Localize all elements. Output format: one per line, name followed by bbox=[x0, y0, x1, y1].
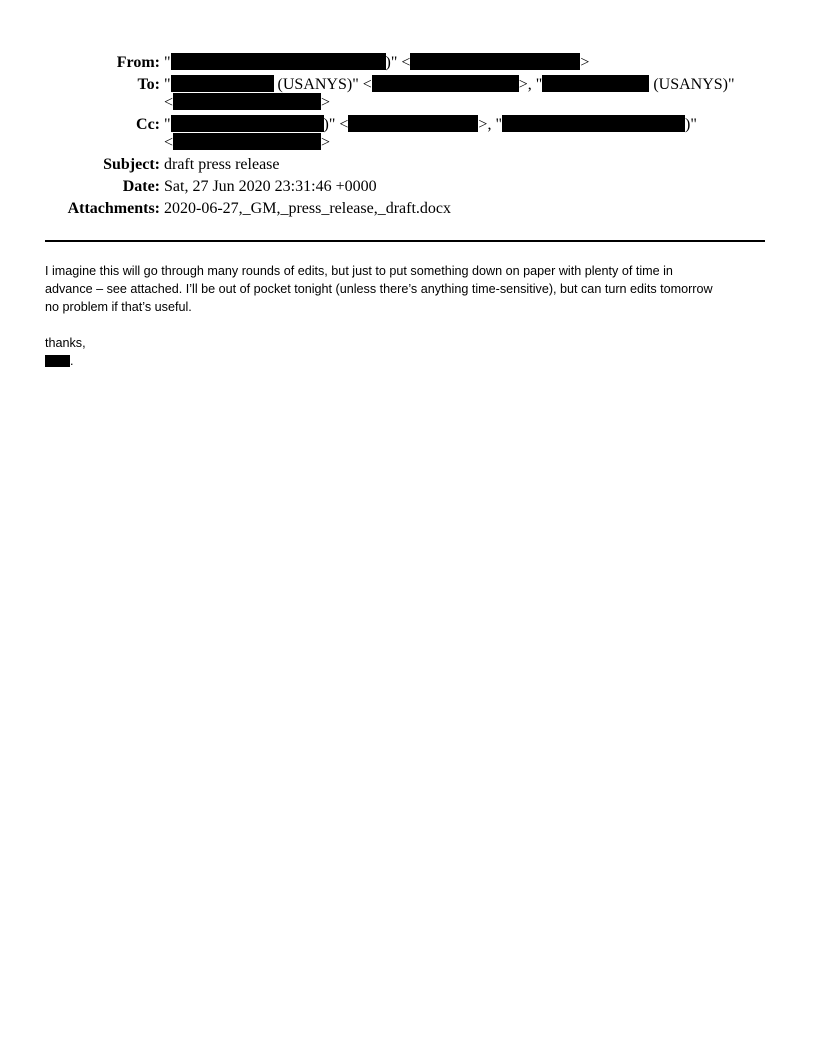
redaction-box bbox=[410, 53, 580, 70]
from-label: From: bbox=[116, 54, 160, 71]
redaction-box bbox=[171, 115, 324, 132]
closing: thanks, bbox=[45, 336, 86, 350]
cc-label: Cc: bbox=[136, 116, 160, 133]
date-value: Sat, 27 Jun 2020 23:31:46 +0000 bbox=[164, 178, 377, 195]
to-label: To: bbox=[137, 76, 160, 93]
header-divider bbox=[45, 240, 765, 242]
blank-line bbox=[45, 316, 775, 334]
email-body bbox=[45, 262, 775, 370]
redaction-box bbox=[348, 115, 478, 132]
redaction-box bbox=[173, 133, 321, 150]
redaction-box bbox=[372, 75, 519, 92]
body-line: I imagine this will go through many rounds of edits, but just to put something down on paper with plenty of time in bbox=[45, 264, 673, 278]
from-value: " )" < > bbox=[164, 54, 590, 71]
redaction-box bbox=[45, 355, 70, 367]
attachments-label: Attachments: bbox=[67, 200, 160, 217]
redaction-box bbox=[171, 53, 386, 70]
subject-value: draft press release bbox=[164, 156, 280, 173]
body-line: advance – see attached. I’ll be out of pocket tonight (unless there’s anything time-sensitive), but can turn edits tomorrow bbox=[45, 282, 713, 296]
body-line: no problem if that’s useful. bbox=[45, 300, 192, 314]
attachment-filename[interactable]: 2020-06-27,_GM,_press_release,_draft.docx bbox=[164, 200, 452, 217]
cc-value: " )" < >, " )" bbox=[164, 116, 697, 133]
to-value: " (USANYS)" < >, " (USANYS)" bbox=[164, 76, 735, 93]
redaction-box bbox=[502, 115, 685, 132]
redaction-box bbox=[542, 75, 649, 92]
subject-label: Subject: bbox=[103, 156, 160, 173]
redaction-box bbox=[173, 93, 321, 110]
redaction-box bbox=[171, 75, 274, 92]
date-label: Date: bbox=[122, 178, 160, 195]
signature: . bbox=[45, 352, 775, 370]
